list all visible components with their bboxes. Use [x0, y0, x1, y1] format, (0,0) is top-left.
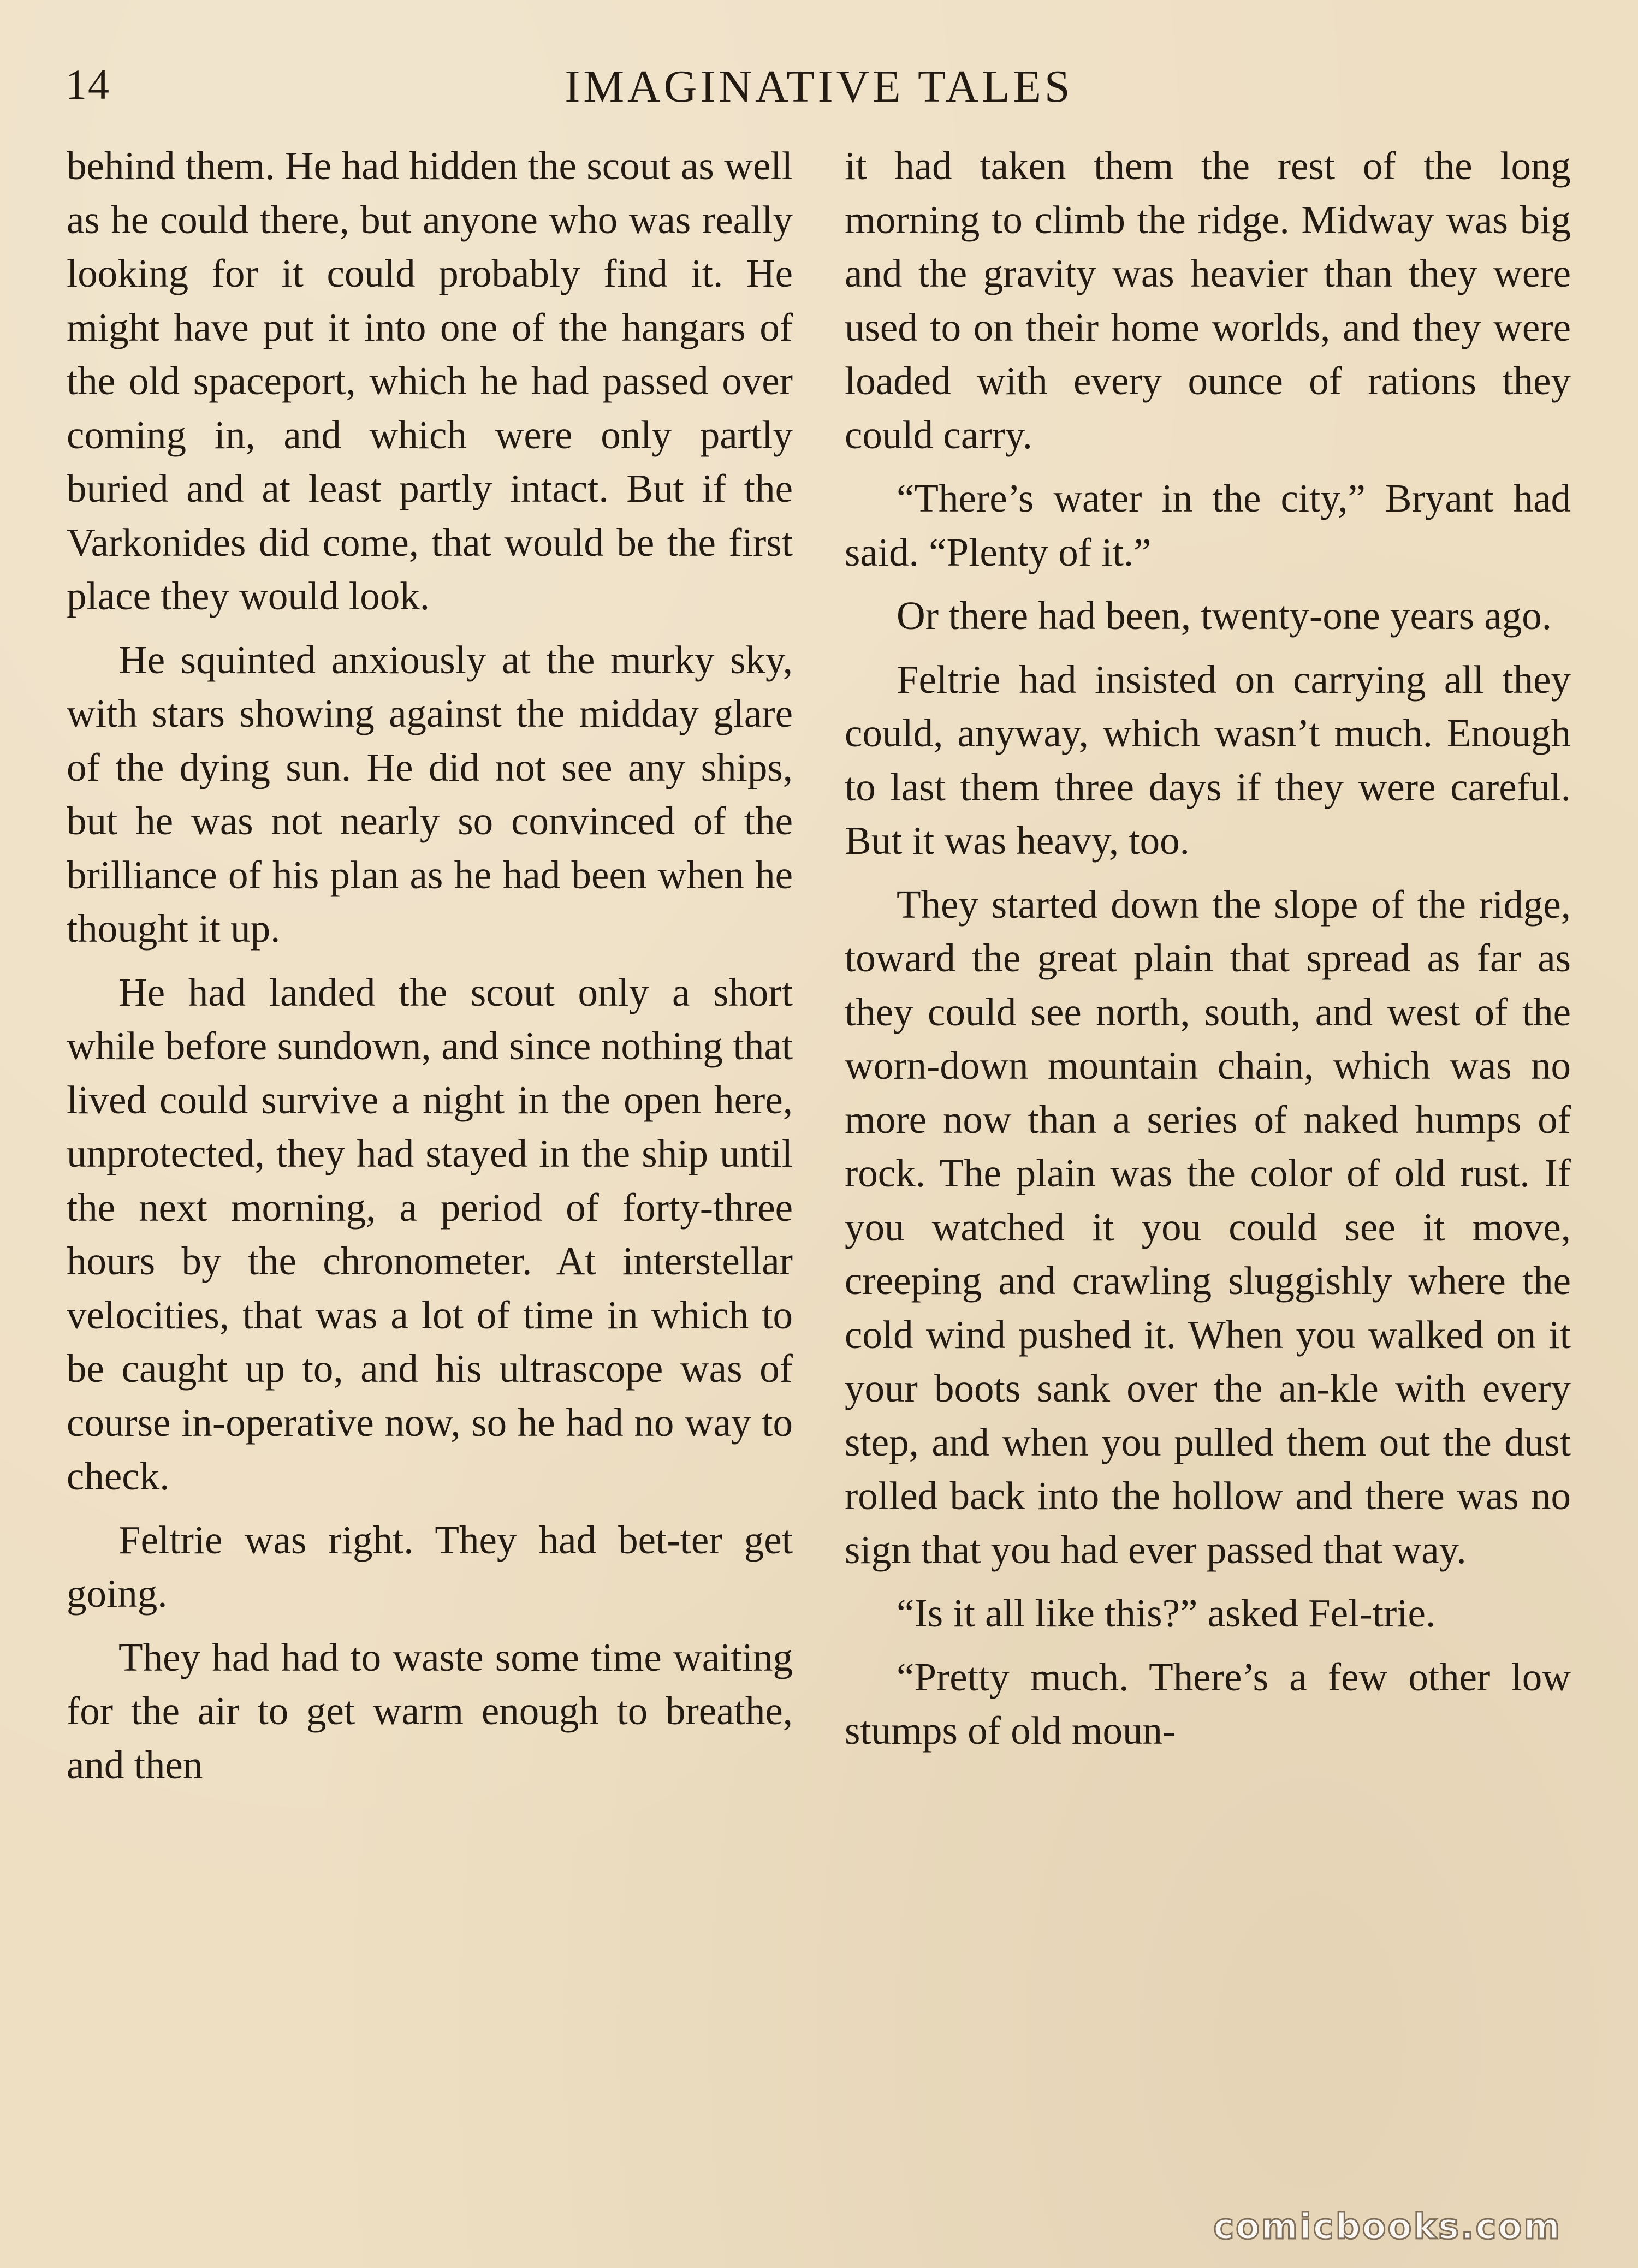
- paragraph: “Pretty much. There’s a few other low stumps of old moun-: [845, 1654, 1571, 1753]
- paragraph: Feltrie had insisted on carrying all they could, anyway, which wasn’t much. Enough to last them three days if they were careful. But it was heavy, too.: [845, 657, 1571, 863]
- paragraph: “Is it all like this?” asked Fel-trie.: [897, 1591, 1436, 1635]
- paragraph: He squinted anxiously at the murky sky, with stars showing against the midday glare of the dying sun. He did not see any ships, but he was not nearly so convinced of the brilliance of his plan as he had been when he thought it up.: [67, 637, 793, 951]
- running-head-title: IMAGINATIVE TALES: [565, 61, 1073, 112]
- paragraph: behind them. He had hidden the scout as well as he could there, but anyone who was really looking for it could probably find it. He might have put it into one of the hangars of the old spaceport, which he had passed over coming in, and which were only partly buried and at least partly intact. But if the Varkonides did come, that would be the first place they would look.: [67, 144, 793, 618]
- right-text-column: [845, 139, 1571, 1768]
- page-number: 14: [66, 61, 110, 108]
- paragraph: Feltrie was right. They had bet-ter get going.: [67, 1517, 793, 1616]
- left-text-column: [67, 139, 793, 1802]
- page-header: [66, 55, 1572, 115]
- paragraph: “There’s water in the city,” Bryant had said. “Plenty of it.”: [845, 476, 1571, 574]
- paragraph: He had landed the scout only a short while before sundown, and since nothing that lived could survive a night in the open here, unprotected, they had stayed in the ship until the next morning, a period of forty-three hours by the chronometer. At interstellar velocities, that was a lot of time in which to be caught up to, and his ultrascope was of course in-operative now, so he had no way to check.: [67, 970, 793, 1498]
- paragraph: it had taken them the rest of the long morning to climb the ridge. Midway was big and the gravity was heavier than they were used to on their home worlds, and they were loaded with every ounce of rations they could carry.: [845, 144, 1571, 457]
- paragraph: Or there had been, twenty-one years ago.: [897, 593, 1552, 638]
- watermark: comicbooks.com: [1213, 2207, 1562, 2247]
- paragraph: They had had to waste some time waiting for the air to get warm enough to breathe, and then: [67, 1635, 793, 1787]
- paragraph: They started down the slope of the ridge, toward the great plain that spread as far as they could see north, south, and west of the worn-down mountain chain, which was no more now than a series of naked humps of rock. The plain was the color of old rust. If you watched it you could see it move, creeping and crawling sluggishly where the cold wind pushed it. When you walked on it your boots sank over the an-kle with every step, and when you pulled them out the dust rolled back into the hollow and there was no sign that you had ever passed that way.: [845, 882, 1571, 1572]
